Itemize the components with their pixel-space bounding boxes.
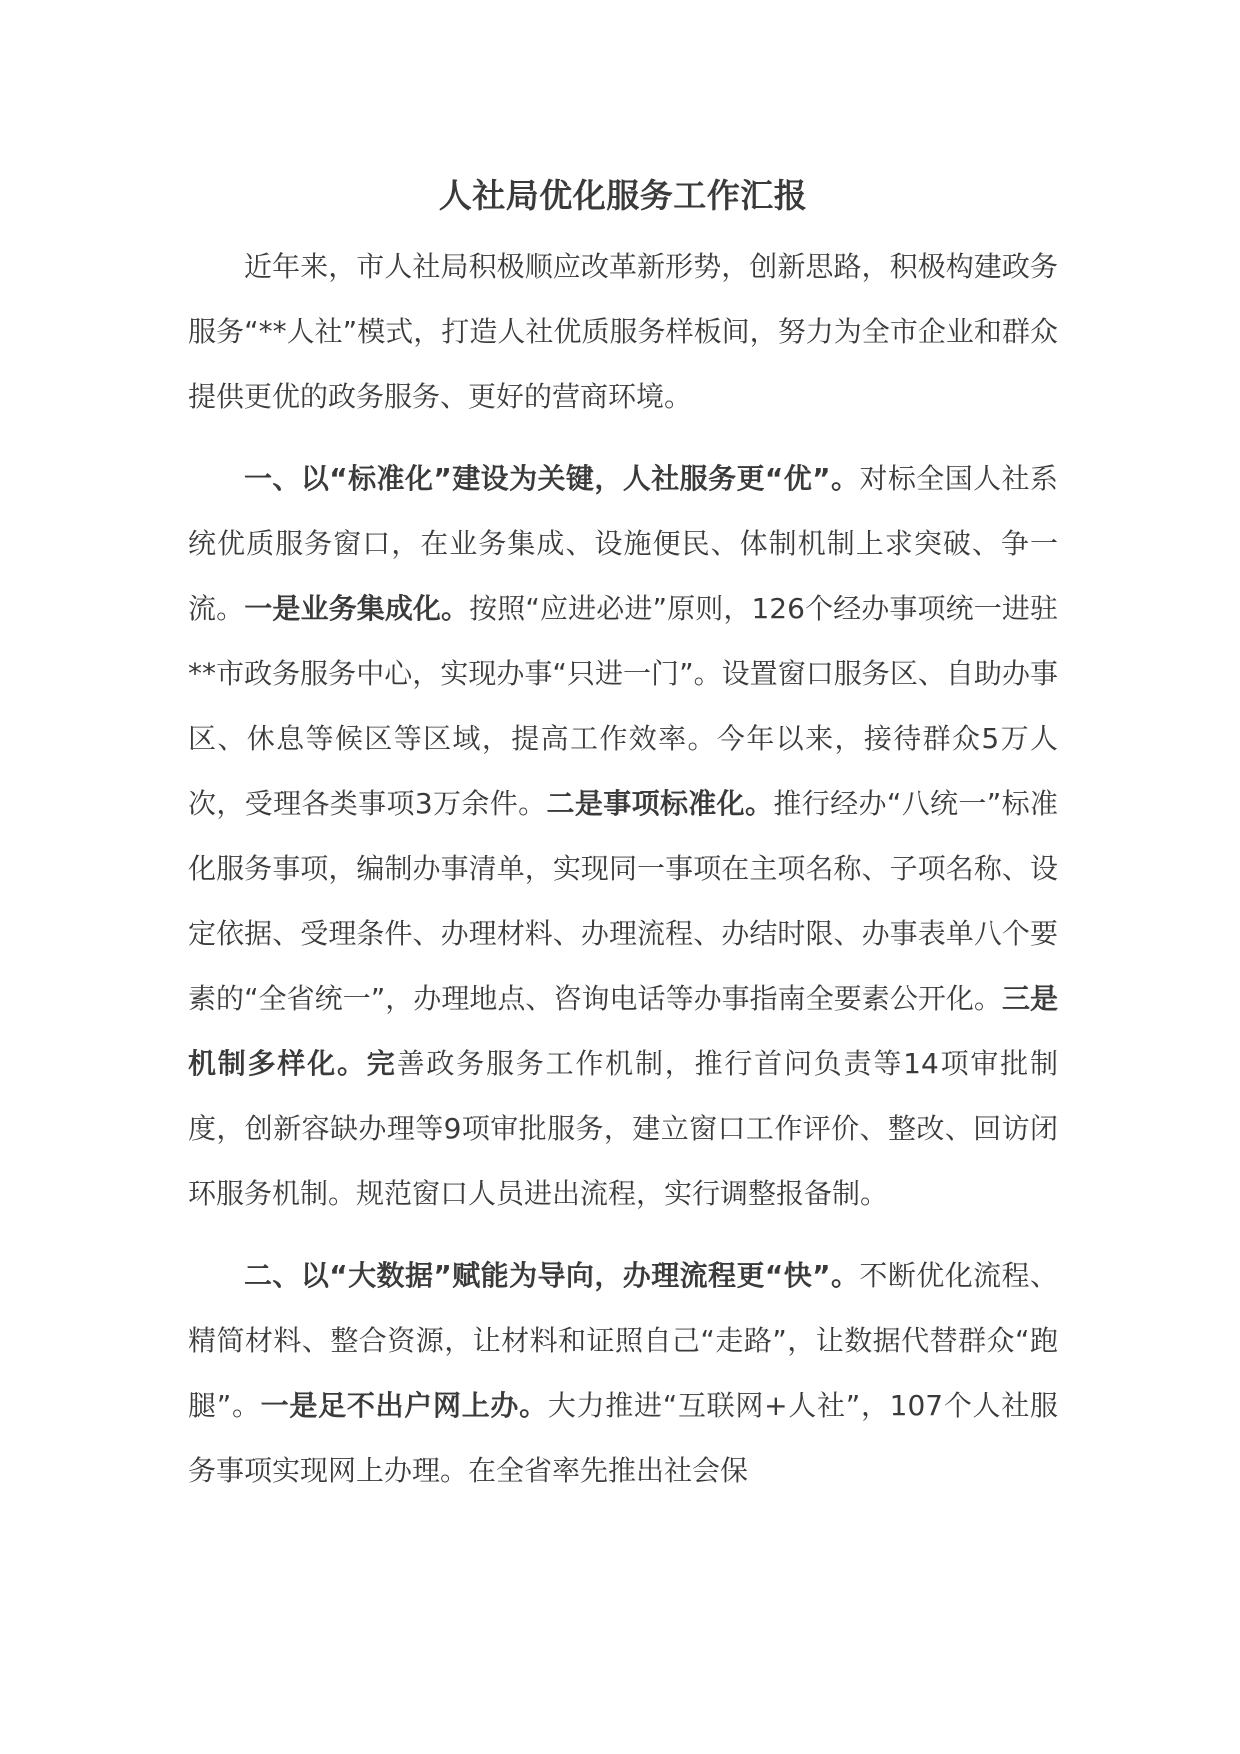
document-title: 人社局优化服务工作汇报 [438,176,808,215]
section-1-point-2-heading: 二是事项标准化。 [546,787,774,820]
section-1-point-1-text: 按照“应进必进”原则，126个经办事项统一进驻**市政务服务中心，实现办事“只进一门”。设置窗口服务区、自助办事区、休息等候区等区域，提高工作效率。今年以来，接待群众5万人次，受理各类事项3万余件。 [188,592,1058,820]
section-2-point-1-heading: 一是足不出户网上办。 [260,1389,548,1422]
section-1-heading: 一、以“标准化”建设为关键，人社服务更“优”。 [244,462,860,495]
section-1-point-3-heading: 三是机制多样化。完 [188,982,1058,1080]
section-1-paragraph [188,446,1058,1226]
section-1-point-3-text: 善政务服务工作机制，推行首问负责等14项审批制度，创新容缺办理等9项审批服务，建立窗口工作评价、整改、回访闭环服务机制。规范窗口人员进出流程，实行调整报备制。 [188,1047,1058,1210]
section-1-point-1-heading: 一是业务集成化。 [244,592,470,625]
section-2-heading: 二、以“大数据”赋能为导向，办理流程更“快”。 [244,1259,860,1292]
section-2-paragraph [188,1243,1058,1503]
document-page [188,172,1058,1503]
section-2-lead: 不断优化流程、精简材料、整合资源，让材料和证照自己“走路”，让数据代替群众“跑腿”。 [188,1259,1058,1422]
section-2-point-1-text: 大力推进“互联网+人社”，107个人社服务事项实现网上办理。在全省率先推出社会保 [188,1389,1058,1487]
intro-paragraph [188,234,1058,429]
intro-text: 近年来，市人社局积极顺应改革新形势，创新思路，积极构建政务服务“**人社”模式，打造人社优质服务样板间，努力为全市企业和群众提供更优的政务服务、更好的营商环境。 [188,250,1058,413]
section-1-lead: 对标全国人社系统优质服务窗口，在业务集成、设施便民、体制机制上求突破、争一流。 [188,462,1058,625]
section-1-point-2-text: 推行经办“八统一”标准化服务事项，编制办事清单，实现同一事项在主项名称、子项名称、设定依据、受理条件、办理材料、办理流程、办结时限、办事表单八个要素的“全省统一”，办理地点、咨询电话等办事指南全要素公开化。 [188,787,1058,1015]
